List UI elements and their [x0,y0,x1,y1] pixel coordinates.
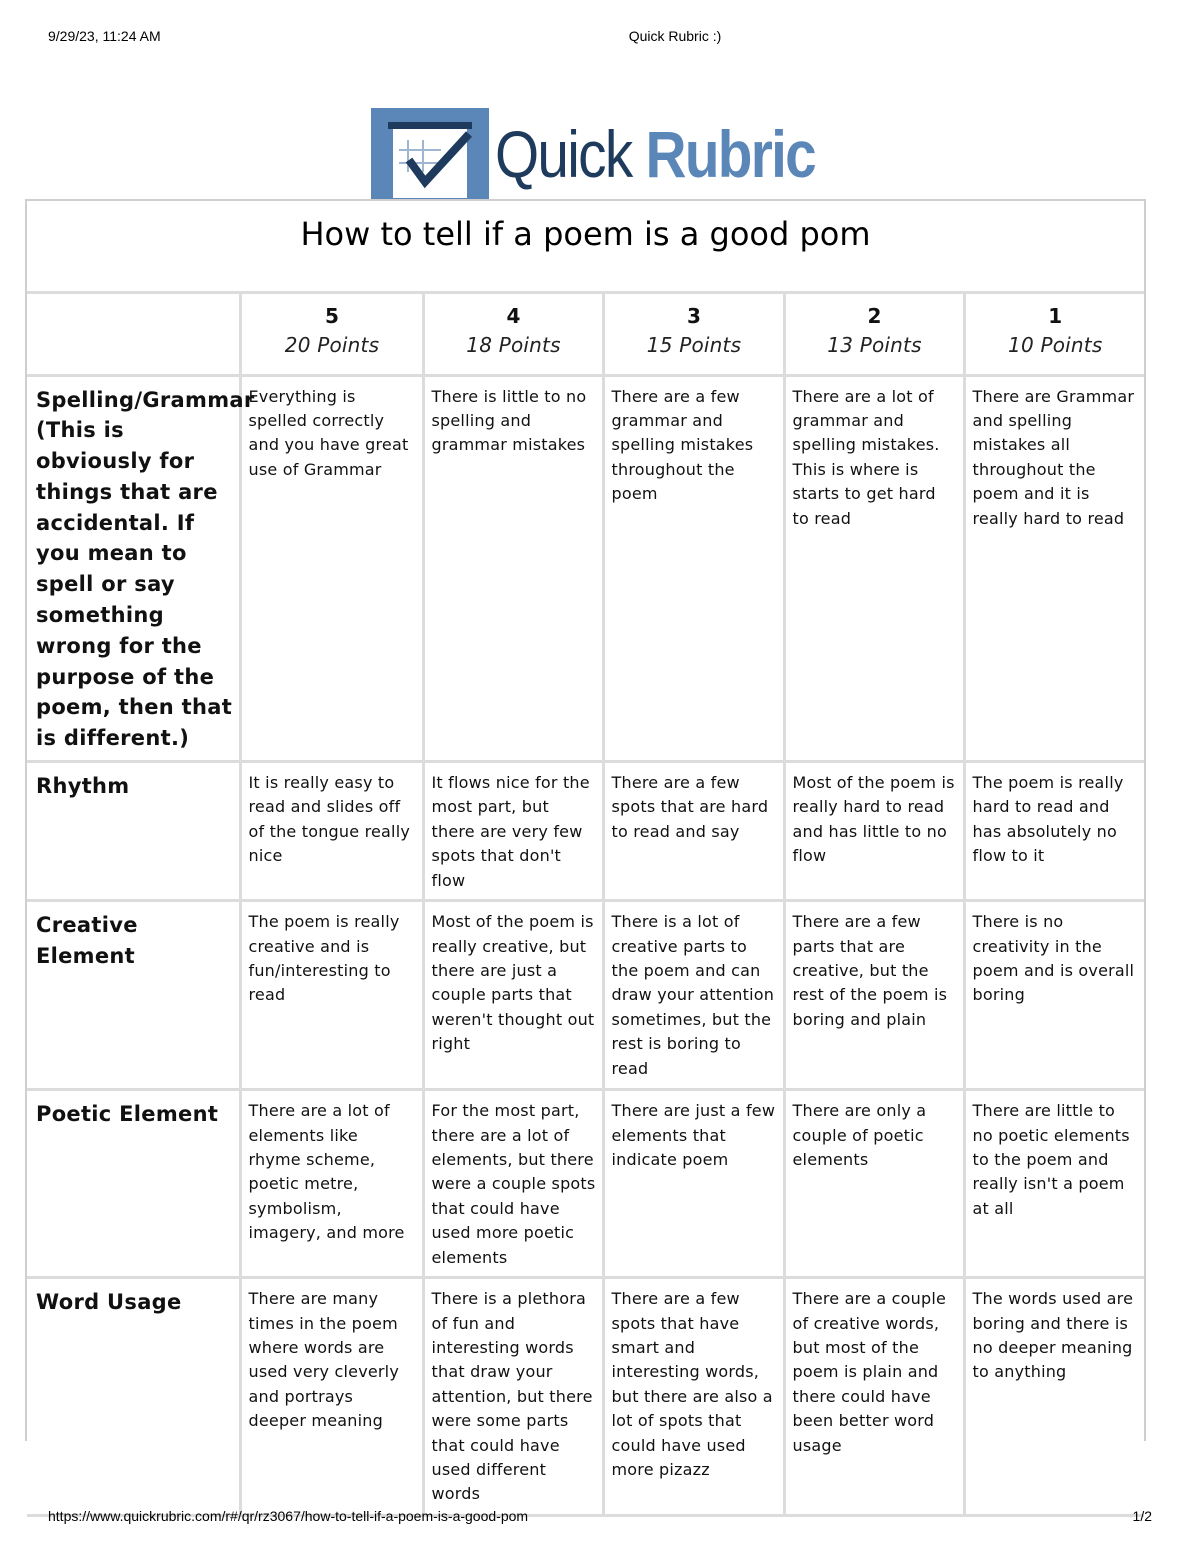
print-date: 9/29/23, 11:24 AM [48,28,161,44]
level-header: 4 18 Points [423,294,603,375]
criterion-name: Word Usage [27,1278,240,1516]
rubric-cell: The poem is really hard to read and has absolutely no flow to it [964,762,1144,901]
criterion-name: Poetic Element [27,1090,240,1278]
rubric-cell: Most of the poem is really creative, but there are just a couple parts that weren't thought out right [423,901,603,1090]
criterion-row [27,375,1144,762]
criterion-row [27,901,1144,1090]
rubric-cell: There are a lot of grammar and spelling mistakes. This is where is starts to get hard to read [784,375,964,762]
rubric-cell: It flows nice for the most part, but there are very few spots that don't flow [423,762,603,901]
rubric-cell: There are a few parts that are creative, but the rest of the poem is boring and plain [784,901,964,1090]
print-header [48,28,1152,48]
rubric-checkmark-icon [371,108,489,200]
logo-word-quick: Quick [495,117,632,191]
rubric-cell: There are just a few elements that indicate poem [603,1090,784,1278]
rubric-cell: There are little to no poetic elements to the poem and really isn't a poem at all [964,1090,1144,1278]
rubric-cell: There are only a couple of poetic elements [784,1090,964,1278]
rubric-cell: There are a few spots that have smart and interesting words, but there are also a lot of spots that could have used more pizazz [603,1278,784,1516]
rubric-cell: There is a lot of creative parts to the poem and can draw your attention sometimes, but the rest is boring to read [603,901,784,1090]
rubric-cell: There are a few grammar and spelling mistakes throughout the poem [603,375,784,762]
criterion-row [27,1090,1144,1278]
print-url: https://www.quickrubric.com/r#/qr/rz3067/how-to-tell-if-a-poem-is-a-good-pom [48,1508,529,1524]
rubric-cell: The words used are boring and there is no deeper meaning to anything [964,1278,1144,1516]
level-header: 1 10 Points [964,294,1144,375]
print-doc-title: Quick Rubric :) [628,28,722,44]
rubric-cell: There are a lot of elements like rhyme scheme, poetic metre, symbolism, imagery, and more [240,1090,423,1278]
rubric-title: How to tell if a poem is a good pom [27,201,1144,294]
header-row [27,294,1144,375]
criterion-row [27,1278,1144,1516]
criterion-name: Creative Element [27,901,240,1090]
corner-cell [27,294,240,375]
rubric-cell: The poem is really creative and is fun/interesting to read [240,901,423,1090]
rubric-cell: There are a couple of creative words, but most of the poem is plain and there could have been better word usage [784,1278,964,1516]
level-header: 3 15 Points [603,294,784,375]
criterion-row [27,762,1144,901]
criterion-name: Spelling/Grammar (This is obviously for things that are accidental. If you mean to spell or say something wrong for the purpose of the poem, then that is different.) [27,375,240,762]
criterion-name: Rhythm [27,762,240,901]
logo-word-rubric: Rubric [645,117,816,191]
rubric-cell: Most of the poem is really hard to read and has little to no flow [784,762,964,901]
rubric-cell: There is no creativity in the poem and is overall boring [964,901,1144,1090]
rubric-cell: There are Grammar and spelling mistakes all throughout the poem and it is really hard to read [964,375,1144,762]
print-footer [48,1508,1152,1528]
logo-wordmark [495,108,815,200]
page-number: 1/2 [1132,1508,1152,1524]
rubric-cell: There are many times in the poem where words are used very cleverly and portrays deeper meaning [240,1278,423,1516]
rubric-cell: There is little to no spelling and grammar mistakes [423,375,603,762]
rubric-cell: There is a plethora of fun and interesting words that draw your attention, but there were some parts that could have used different words [423,1278,603,1516]
rubric-cell: There are a few spots that are hard to read and say [603,762,784,901]
rubric-cell: Everything is spelled correctly and you have great use of Grammar [240,375,423,762]
rubric-grid [27,294,1144,1517]
rubric-table [25,199,1146,1504]
level-header: 5 20 Points [240,294,423,375]
rubric-cell: It is really easy to read and slides off of the tongue really nice [240,762,423,901]
quick-rubric-logo [371,108,867,200]
rubric-cell: For the most part, there are a lot of elements, but there were a couple spots that could have used more poetic elements [423,1090,603,1278]
level-header: 2 13 Points [784,294,964,375]
